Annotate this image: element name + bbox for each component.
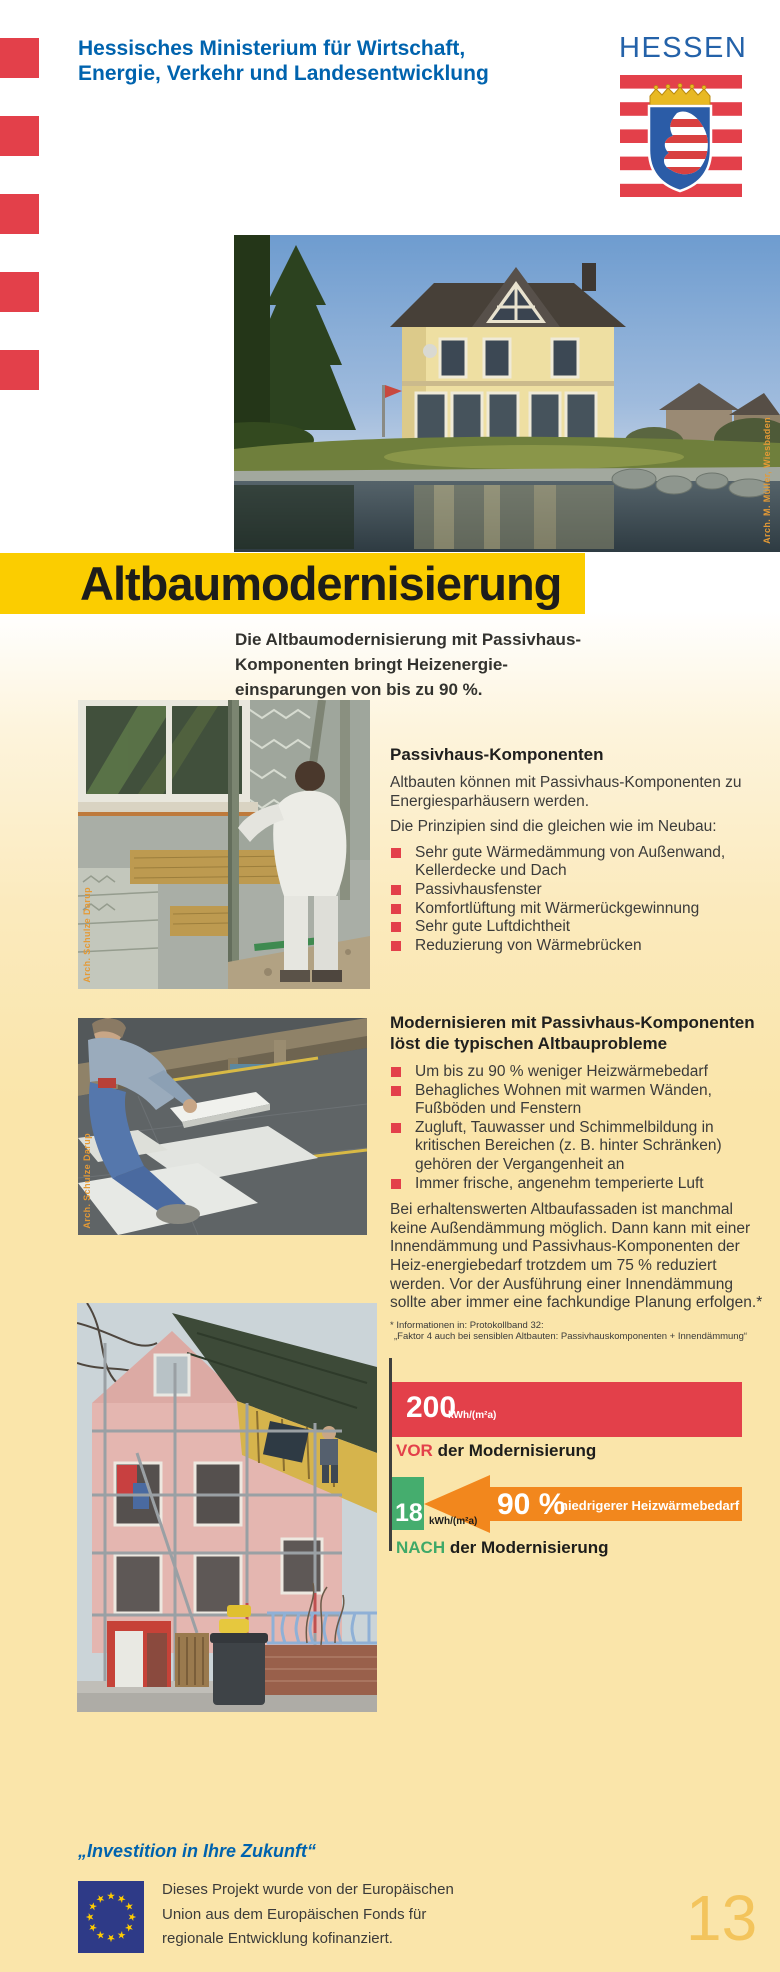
intro-line: Komponenten bringt Heizenergie-	[235, 655, 508, 674]
bullet-square-icon	[391, 1123, 401, 1133]
photo-credit: Arch. M. Müller, Wiesbaden	[762, 417, 772, 544]
hessen-brand-square	[0, 272, 39, 312]
paragraph: Altbauten können mit Passivhaus-Komponenten zu Energiesparhäusern werden.	[390, 774, 742, 810]
hessen-brand-square	[0, 38, 39, 78]
label-vor-highlight: VOR	[396, 1441, 433, 1460]
footnote-line: * Informationen in: Protokollband 32:	[390, 1319, 544, 1331]
section-modernisieren	[390, 1012, 770, 1343]
list-item-text: Behagliches Wohnen mit warmen Wänden, Fußböden und Fenstern	[415, 1081, 712, 1118]
list-item-text: Zugluft, Tauwasser und Schimmelbildung in kritischen Bereichen (z. B. hinter Schränken) gehören der Vergangenheit an	[415, 1118, 722, 1173]
eu-funding-text	[162, 1878, 454, 1952]
section-heading: Passivhaus-Komponenten	[390, 745, 604, 764]
bullet-square-icon	[391, 904, 401, 914]
label-nach	[396, 1538, 609, 1558]
photo-credit: Arch. Schulze Darup	[82, 1133, 92, 1229]
list-item-text: Sehr gute Wärmedämmung von Außenwand, Kellerdecke und Dach	[415, 843, 726, 880]
bullet-square-icon	[391, 941, 401, 951]
photo-facade-insulation-work	[78, 700, 370, 989]
footer-quote: „Investition in Ihre Zukunft“	[78, 1841, 316, 1861]
hessen-flag-stripes	[620, 75, 742, 197]
shield-icon	[649, 84, 712, 196]
ministry-title	[78, 36, 489, 86]
bullet-square-icon	[391, 848, 401, 858]
list-item-text: Um bis zu 90 % weniger Heizwärmebedarf	[415, 1063, 708, 1080]
list-item-text: Reduzierung von Wärmebrücken	[415, 936, 642, 954]
list-item-text: Sehr gute Luftdichtheit	[415, 918, 571, 936]
bullet-list	[390, 1063, 770, 1193]
paragraph: Bei erhaltenswerten Altbaufassaden ist manchmal keine Außendämmung möglich. Dann kann mit einer Innendämmung und Passivhaus-Komponenten der Heiz-energiebedarf trotzdem um 75 % reduziert werden. Vor der Ausführung einer Innendämmung sollte aber immer eine fachkundige Planung erfolgen.*	[390, 1201, 763, 1312]
list-item	[390, 1175, 770, 1194]
ministry-line1: Hessisches Ministerium für Wirtschaft,	[78, 37, 466, 60]
title-banner	[0, 553, 585, 614]
bar-value: 200	[406, 1391, 457, 1424]
list-item	[390, 900, 770, 919]
hessen-brand-square	[0, 350, 39, 390]
list-item	[390, 1119, 770, 1175]
eu-funding-line: Union aus dem Europäischen Fonds für	[162, 1905, 427, 1923]
list-item-text: Passivhausfenster	[415, 880, 542, 898]
photo-attic-insulation-boards	[78, 1018, 367, 1235]
bullet-square-icon	[391, 1086, 401, 1096]
arrow-percent: 90 %	[497, 1488, 566, 1521]
list-item	[390, 881, 770, 900]
label-vor-rest: der Modernisierung	[437, 1441, 597, 1460]
footnote	[390, 1320, 770, 1343]
page-title: Altbaumodernisierung	[80, 557, 562, 610]
ministry-line2: Energie, Verkehr und Landesentwicklung	[78, 62, 489, 85]
list-item-text: Immer frische, angenehm temperierte Luft	[415, 1174, 704, 1192]
hessen-coat-of-arms	[620, 75, 742, 197]
intro-line: Die Altbaumodernisierung mit Passivhaus-	[235, 630, 582, 649]
label-nach-rest: der Modernisierung	[449, 1538, 609, 1557]
page-number: 13	[686, 1882, 758, 1954]
list-item-text: Komfortlüftung mit Wärmerückgewinnung	[415, 899, 700, 917]
footnote-line: „Faktor 4 auch bei sensiblen Altbauten: Passivhauskomponenten + Innendämmung“	[394, 1331, 748, 1343]
eu-flag	[78, 1881, 144, 1953]
hessen-brand-square	[0, 194, 39, 234]
list-item	[390, 1082, 770, 1119]
intro-text	[235, 627, 581, 702]
bullet-square-icon	[391, 1067, 401, 1077]
bar-nach-modernisierung	[392, 1477, 424, 1530]
intro-line: einsparungen von bis zu 90 %.	[235, 680, 483, 699]
photo-scaffolded-old-house	[77, 1303, 377, 1712]
eu-funding-line: regionale Entwicklung kofinanziert.	[162, 1930, 393, 1947]
paragraph: Die Prinzipien sind die gleichen wie im Neubau:	[390, 818, 717, 836]
photo-credit: Arch. Schulze Darup	[82, 887, 92, 983]
bar-unit: kWh/(m²a)	[429, 1516, 478, 1527]
list-item	[390, 844, 770, 881]
hessen-wordmark: HESSEN	[619, 32, 748, 64]
bullet-square-icon	[391, 1179, 401, 1189]
hessen-brand-square	[0, 116, 39, 156]
section-heading: Modernisieren mit Passivhaus-Komponenten löst die typischen Altbauprobleme	[390, 1013, 755, 1053]
arrow-label: niedrigerer Heizwärmebedarf	[560, 1498, 740, 1513]
bar-value: 18	[395, 1499, 423, 1527]
label-nach-highlight: NACH	[396, 1538, 446, 1557]
section-passivhaus-komponenten	[390, 744, 770, 955]
bullet-square-icon	[391, 922, 401, 932]
bullet-square-icon	[391, 885, 401, 895]
bullet-list	[390, 844, 770, 956]
list-item	[390, 918, 770, 937]
eu-funding-line: Dieses Projekt wurde von der Europäischen	[162, 1881, 454, 1898]
bar-unit: kWh/(m²a)	[448, 1410, 497, 1421]
list-item	[390, 1063, 770, 1082]
bar-vor-modernisierung	[392, 1382, 742, 1437]
list-item	[390, 937, 770, 956]
hero-photo-modernized-house	[234, 235, 780, 552]
label-vor	[396, 1441, 596, 1461]
